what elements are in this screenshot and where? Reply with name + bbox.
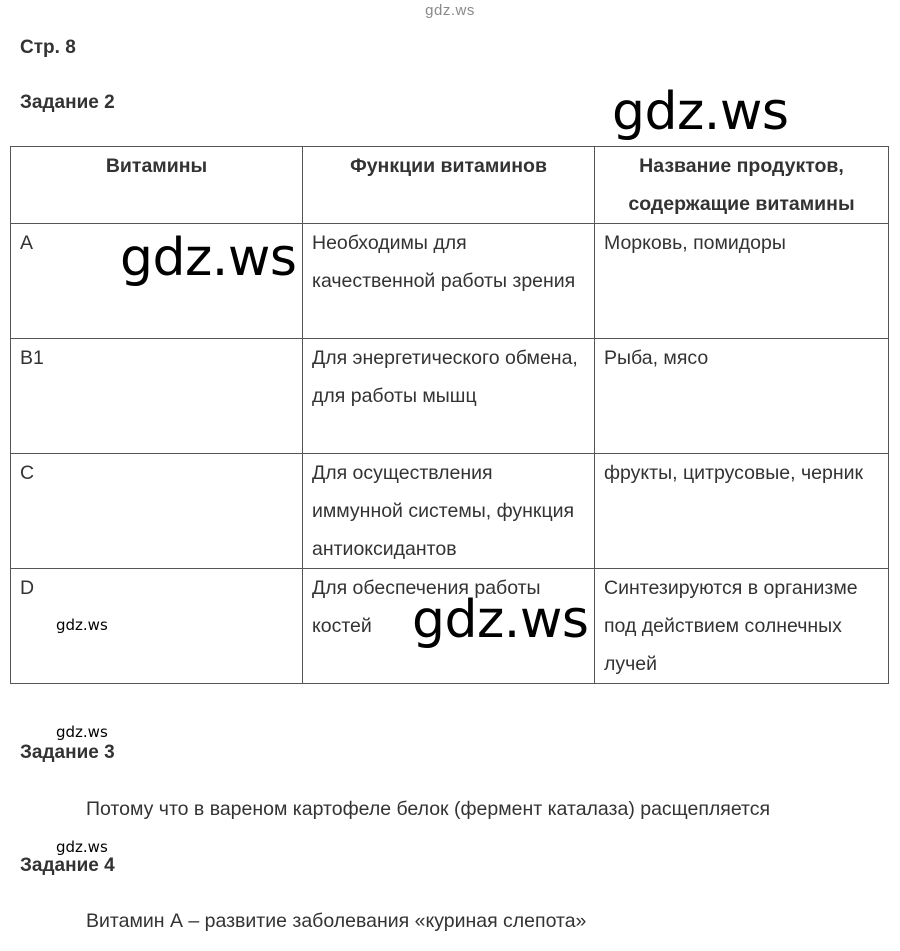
cell-vitamin: B1 [11, 339, 303, 454]
cell-products: фрукты, цитрусовые, черник [595, 454, 889, 569]
cell-products: Синтезируются в организме под действием солнечных лучей [595, 569, 889, 684]
watermark-small: gdz.ws [56, 838, 108, 856]
task3-title: Задание 3 [20, 742, 115, 763]
watermark-small: gdz.ws [56, 723, 108, 741]
task4-answer: Витамин А – развитие заболевания «куриная слепота» [86, 910, 587, 932]
task2-title: Задание 2 [20, 92, 115, 113]
page-number: Стр. 8 [20, 37, 76, 58]
watermark-large: gdz.ws [412, 590, 589, 650]
header-functions: Функции витаминов [303, 147, 595, 224]
watermark-small: gdz.ws [56, 616, 108, 634]
watermark-large: gdz.ws [120, 228, 297, 288]
table-row [11, 339, 889, 454]
header-vitamins: Витамины [11, 147, 303, 224]
cell-vitamin: D [11, 569, 303, 684]
task4-title: Задание 4 [20, 855, 115, 876]
cell-vitamin: C [11, 454, 303, 569]
top-watermark: gdz.ws [425, 2, 475, 19]
cell-vitamin: A [11, 224, 303, 339]
cell-function: Для осуществления иммунной системы, функция антиоксидантов [303, 454, 595, 569]
table-header-row [11, 147, 889, 224]
cell-products: Морковь, помидоры [595, 224, 889, 339]
cell-function: Необходимы для качественной работы зрения [303, 224, 595, 339]
cell-function: Для обеспечения работы костей [303, 569, 595, 684]
watermark-large: gdz.ws [612, 82, 789, 142]
task3-answer: Потому что в вареном картофеле белок (фермент каталаза) расщепляется [86, 798, 771, 820]
cell-function: Для энергетического обмена, для работы мышц [303, 339, 595, 454]
cell-products: Рыба, мясо [595, 339, 889, 454]
table-row [11, 454, 889, 569]
header-products: Название продуктов, содержащие витамины [595, 147, 889, 224]
